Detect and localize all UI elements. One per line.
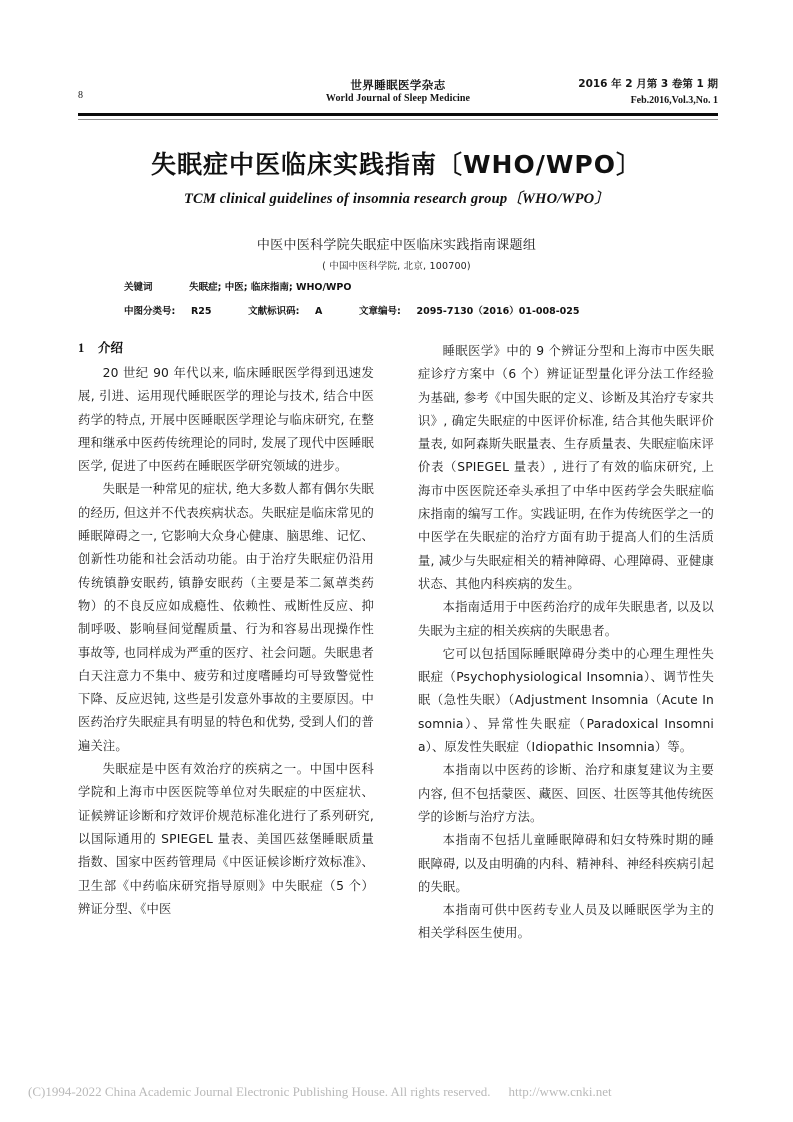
keywords-value: 失眠症; 中医; 临床指南; WHO/WPO (189, 282, 352, 293)
section-title: 介绍 (98, 340, 124, 355)
paragraph: 本指南以中医药的诊断、治疗和康复建议为主要内容, 但不包括蒙医、藏医、回医、壮医等其他传统医学的诊断与治疗方法。 (418, 763, 714, 824)
clc-value: R25 (190, 306, 212, 317)
article-id-value: 2095-7130（2016）01-008-025 (416, 306, 580, 317)
clc-label: 中图分类号: (124, 306, 176, 317)
paragraph: 本指南可供中医药专业人员及以睡眠医学为主的相关学科医生使用。 (418, 903, 714, 941)
header-rule-thick (78, 113, 718, 116)
classification-line (124, 303, 580, 317)
journal-title-block (326, 78, 470, 106)
paragraph: 本指南适用于中医药治疗的成年失眠患者, 以及以失眠为主症的相关疾病的失眠患者。 (418, 600, 714, 638)
document-code-value: A (315, 306, 323, 317)
keywords-line (124, 279, 351, 293)
paragraph: 本指南不包括儿童睡眠障碍和妇女特殊时期的睡眠障碍, 以及由明确的内科、精神科、神经科疾病引起的失眠。 (418, 833, 714, 894)
issue-block (578, 78, 718, 107)
copyright-text: (C)1994-2022 China Academic Journal Electronic Publishing House. All rights reserved. (28, 1084, 491, 1099)
footer-copyright (28, 1084, 765, 1100)
section-heading-introduction (78, 340, 374, 356)
page-number: 8 (78, 90, 83, 101)
article-authors: 中医中医科学院失眠症中医临床实践指南课题组 (256, 238, 537, 253)
running-head (78, 78, 718, 114)
journal-title-cn: 世界睡眠医学杂志 (350, 78, 446, 92)
header-rule-thin (78, 119, 718, 120)
issue-en: Feb.2016,Vol.3,No. 1 (630, 94, 718, 106)
document-code-label: 文献标识码: (248, 306, 300, 317)
journal-title-en: World Journal of Sleep Medicine (325, 93, 471, 105)
cnki-url: http://www.cnki.net (508, 1084, 612, 1099)
keywords-label: 关键词 (124, 282, 153, 293)
paragraph: 睡眠医学》中的 9 个辨证分型和上海市中医失眠症诊疗方案中（6 个）辨证证型量化评分法工作经验为基础, 参考《中国失眠的定义、诊断及其治疗专家共识》, 确定失眠症的中医评价标准, 结合其他失眠评价量表, 如阿森斯失眠量表、生存质量表、失眠症临床评价表（SPIEGEL 量表）, 进行了有效的临床研究, 上海市中医医院还牵头承担了中华中医药学会失眠症临床指南的编写工作。实践证明, 在作为传统医学之一的中医学在失眠症的治疗方面有助于提高人们的生活质量, 减少与失眠症相关的精神障碍、心理障碍、亚健康状态、其他内科疾病的发生。 (418, 344, 714, 591)
paragraph: 它可以包括国际睡眠障碍分类中的心理生理性失眠症（Psychophysiological Insomnia）、调节性失眠（急性失眠）（Adjustment Insomnia（Acute Insomnia）、异常性失眠症（Paradoxical Insomnia）、原发性失眠症（Idiopathic Insomnia）等。 (418, 646, 714, 755)
paragraph: 失眠是一种常见的症状, 绝大多数人都有偶尔失眠的经历, 但这并不代表疾病状态。失眠症是临床常见的睡眠障碍之一, 它影响大众身心健康、脑思维、记忆、创新性功能和社会活动功能。由于治疗失眠症仍沿用传统镇静安眠药, 镇静安眠药（主要是苯二氮䓬类药物）的不良反应如成瘾性、依赖性、戒断性反应、抑制呼吸、影响昼间觉醒质量、行为和容易出现操作性事故等, 也同样成为严重的医疗、社会问题。失眠患者白天注意力不集中、疲劳和过度嗜睡均可导致警觉性下降、反应迟钝, 这些是引发意外事故的主要原因。中医药治疗失眠症具有明显的特色和优势, 受到人们的普遍关注。 (78, 482, 374, 753)
article-id-label: 文章编号: (359, 306, 401, 317)
body-column-right (418, 340, 714, 946)
paragraph: 失眠症是中医有效治疗的疾病之一。中国中医科学院和上海市中医医院等单位对失眠症的中医症状、证候辨证诊断和疗效评价规范标准化进行了系列研究, 以国际通用的 SPIEGEL 量表、美国匹兹堡睡眠质量指数、国家中医药管理局《中医证候诊断疗效标准》、卫生部《中药临床研究指导原则》中失眠症（5 个）辨证分型、《中医 (78, 762, 374, 916)
section-number: 1 (78, 341, 85, 355)
article-title-cn: 失眠症中医临床实践指南〔WHO/WPO〕 (150, 150, 643, 179)
body-column-left (78, 340, 374, 921)
paragraph: 20 世纪 90 年代以来, 临床睡眠医学得到迅速发展, 引进、运用现代睡眠医学的理论与技术, 结合中医药学的特点, 开展中医睡眠医学理论与临床研究, 在整理和继承中医药传统理论的同时, 发展了现代中医睡眠医学, 促进了中医药在睡眠医学研究领域的进步。 (78, 366, 374, 474)
article-title-en: TCM clinical guidelines of insomnia research group〔WHO/WPO〕 (183, 191, 610, 207)
article-affiliation: ( 中国中医科学院, 北京, 100700) (322, 261, 471, 272)
issue-cn: 2016 年 2 月第 3 卷第 1 期 (578, 78, 718, 90)
